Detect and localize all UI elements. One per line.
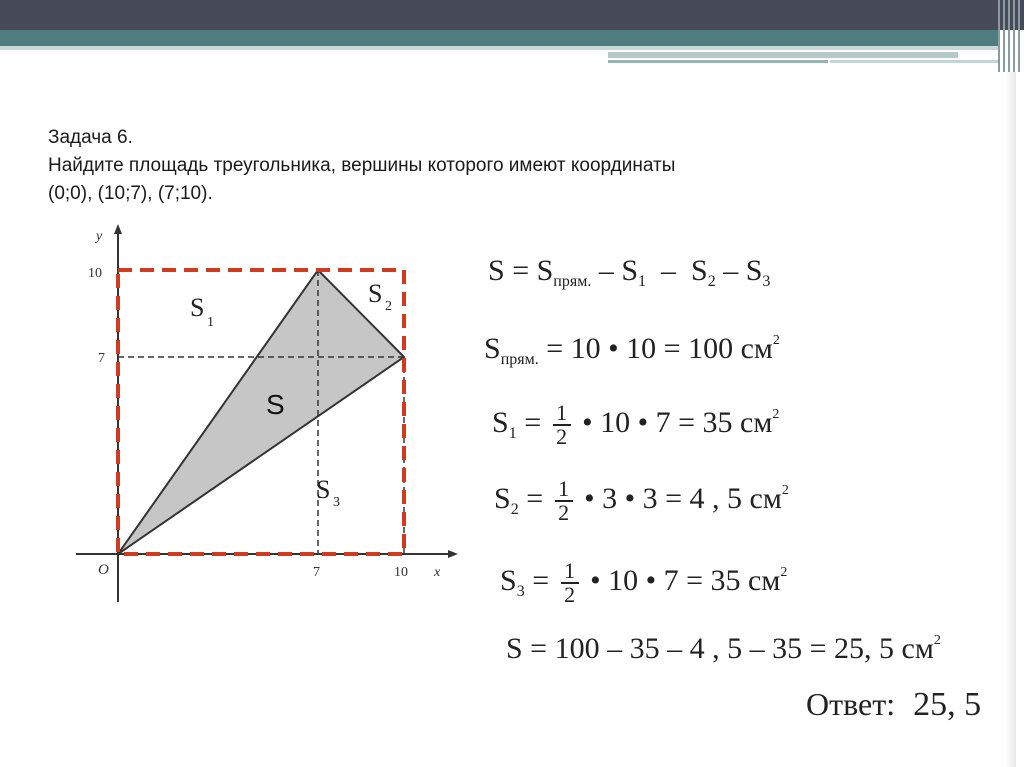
label-s2: S xyxy=(368,279,383,308)
f3-s-sub: 1 xyxy=(508,424,517,442)
f5-eq: = xyxy=(532,563,550,597)
formula-3 xyxy=(492,402,779,448)
decor-bar-3 xyxy=(830,60,1000,63)
f5-rhs: • 10 • 7 = 35 см xyxy=(590,563,781,597)
f5-sup: 2 xyxy=(780,564,788,580)
f4-rhs: • 3 • 3 = 4 , 5 см xyxy=(584,481,782,515)
top-bar xyxy=(0,0,1024,30)
f4-num: 1 xyxy=(558,476,570,501)
decor-bar-2 xyxy=(608,60,828,63)
f2-s: S xyxy=(484,332,501,365)
task-line-1: Найдите площадь треугольника, вершины которого имеют координаты xyxy=(48,155,676,176)
f4-fraction xyxy=(555,478,573,524)
f1-s1: S xyxy=(621,254,639,287)
f4-eq: = xyxy=(526,481,544,515)
f2-sup: 2 xyxy=(772,333,780,348)
f1-s2-sub: 2 xyxy=(707,273,716,290)
decor-vertical-lines xyxy=(996,0,1024,72)
label-s3: S xyxy=(316,475,331,504)
tick-x-10: 10 xyxy=(394,565,408,580)
task-line-2: (0;0), (10;7), (7;10). xyxy=(48,183,213,204)
y-axis-arrow xyxy=(114,224,122,234)
slide-shadow xyxy=(1006,72,1016,767)
f1-s1-sub: 1 xyxy=(638,273,647,290)
f4-den: 2 xyxy=(558,500,570,525)
formula-5 xyxy=(500,560,787,606)
f3-s: S xyxy=(492,405,509,439)
f1-s-sub: прям. xyxy=(553,273,592,290)
f5-num: 1 xyxy=(564,558,576,583)
x-axis-arrow xyxy=(448,550,458,558)
f1-lhs: S xyxy=(488,254,505,287)
label-s3-sub: 3 xyxy=(333,495,340,510)
f1-minus-1: – xyxy=(598,254,614,287)
f1-minus-2: – xyxy=(661,254,677,287)
label-s1-sub: 1 xyxy=(207,315,214,330)
formula-2 xyxy=(484,332,780,369)
f5-den: 2 xyxy=(564,582,576,607)
label-s2-sub: 2 xyxy=(385,299,392,314)
f5-s-sub: 3 xyxy=(516,582,525,600)
answer-value: 25, 5 xyxy=(913,686,982,723)
task-title: Задача 6. xyxy=(48,127,133,148)
f4-s-sub: 2 xyxy=(510,500,519,518)
teal-stripe-light xyxy=(0,46,1000,50)
x-axis-label: x xyxy=(434,565,441,580)
answer xyxy=(806,686,981,724)
origin-label: O xyxy=(98,562,109,578)
f1-eq: = xyxy=(512,254,530,287)
formulas xyxy=(480,250,1000,750)
tick-x-7: 7 xyxy=(313,565,320,580)
f1-s3: S xyxy=(745,254,763,287)
formula-6 xyxy=(506,632,941,666)
f4-s: S xyxy=(494,481,511,515)
label-s1: S xyxy=(190,293,205,322)
f2-rhs: = 10 • 10 = 100 см xyxy=(546,332,773,365)
f4-sup: 2 xyxy=(781,482,789,498)
formula-1 xyxy=(488,254,770,291)
f2-s-sub: прям. xyxy=(500,351,539,368)
task-text xyxy=(48,124,948,208)
f1-s: S xyxy=(536,254,554,287)
f5-fraction xyxy=(561,560,579,606)
f1-s3-sub: 3 xyxy=(762,273,771,290)
answer-label: Ответ: xyxy=(806,686,896,722)
triangle-s xyxy=(118,270,404,554)
f3-rhs: • 10 • 7 = 35 см xyxy=(582,405,773,439)
graph-svg xyxy=(70,222,460,612)
f1-s2: S xyxy=(691,254,708,287)
f3-fraction xyxy=(553,402,571,448)
f6-text: S = 100 – 35 – 4 , 5 – 35 = 25, 5 см xyxy=(506,632,934,665)
y-axis-label: y xyxy=(96,229,103,244)
formula-4 xyxy=(494,478,789,524)
f6-sup: 2 xyxy=(933,633,941,648)
tick-y-10: 10 xyxy=(88,266,102,281)
f3-sup: 2 xyxy=(772,406,780,422)
f5-s: S xyxy=(500,563,517,597)
tick-y-7: 7 xyxy=(98,351,105,366)
f3-num: 1 xyxy=(556,400,568,425)
f3-eq: = xyxy=(524,405,542,439)
coordinate-graph xyxy=(70,222,460,612)
label-s: S xyxy=(266,389,285,420)
f3-den: 2 xyxy=(556,424,568,449)
decor-bar-1 xyxy=(608,52,958,58)
f1-minus-3: – xyxy=(723,254,739,287)
teal-stripe xyxy=(0,30,1000,46)
